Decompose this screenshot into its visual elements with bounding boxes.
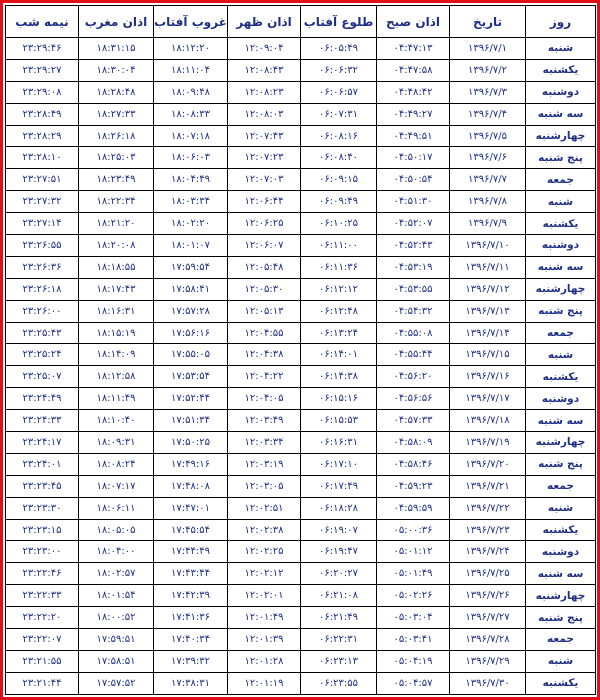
- cell-fajr: ۰۵:۰۳:۰۴: [377, 607, 450, 629]
- header-midnight: نیمه شب: [6, 6, 79, 38]
- cell-maghrib: ۱۸:۱۶:۳۱: [79, 300, 154, 322]
- cell-day: یکشنبه: [526, 366, 596, 388]
- cell-maghrib: ۱۸:۲۶:۱۸: [79, 125, 154, 147]
- cell-fajr: ۰۴:۵۰:۱۷: [377, 147, 450, 169]
- cell-maghrib: ۱۸:۲۵:۰۳: [79, 147, 154, 169]
- cell-midnight: ۲۳:۲۵:۴۳: [6, 322, 79, 344]
- cell-date: ۱۳۹۶/۷/۲۹: [450, 650, 526, 672]
- cell-maghrib: ۱۸:۲۷:۳۳: [79, 103, 154, 125]
- table-row: [6, 563, 596, 585]
- cell-midnight: ۲۳:۲۸:۴۹: [6, 103, 79, 125]
- header-maghrib: اذان مغرب: [79, 6, 154, 38]
- cell-dhuhr: ۱۲:۰۷:۴۳: [228, 125, 301, 147]
- cell-day: شنبه: [526, 344, 596, 366]
- cell-fajr: ۰۴:۵۰:۵۴: [377, 169, 450, 191]
- header-row: [6, 6, 596, 38]
- cell-sunset: ۱۸:۰۲:۲۰: [154, 213, 228, 235]
- cell-midnight: ۲۳:۲۹:۴۶: [6, 38, 79, 60]
- cell-sunset: ۱۸:۱۲:۲۰: [154, 38, 228, 60]
- cell-midnight: ۲۳:۲۳:۱۵: [6, 519, 79, 541]
- cell-sunrise: ۰۶:۱۴:۰۱: [301, 344, 377, 366]
- cell-maghrib: ۱۷:۵۹:۵۱: [79, 629, 154, 651]
- cell-midnight: ۲۳:۲۲:۰۷: [6, 629, 79, 651]
- cell-sunrise: ۰۶:۱۷:۱۰: [301, 453, 377, 475]
- cell-sunset: ۱۷:۴۴:۴۹: [154, 541, 228, 563]
- cell-fajr: ۰۴:۵۶:۲۰: [377, 366, 450, 388]
- cell-day: دوشنبه: [526, 235, 596, 257]
- cell-date: ۱۳۹۶/۷/۲: [450, 59, 526, 81]
- cell-date: ۱۳۹۶/۷/۹: [450, 213, 526, 235]
- cell-sunset: ۱۷:۴۳:۴۴: [154, 563, 228, 585]
- table-row: [6, 432, 596, 454]
- cell-sunset: ۱۸:۰۱:۰۷: [154, 235, 228, 257]
- cell-date: ۱۳۹۶/۷/۲۲: [450, 497, 526, 519]
- cell-midnight: ۲۳:۲۷:۱۴: [6, 213, 79, 235]
- header-sunrise: طلوع آفتاب: [301, 6, 377, 38]
- cell-dhuhr: ۱۲:۰۷:۲۳: [228, 147, 301, 169]
- cell-date: ۱۳۹۶/۷/۱۲: [450, 278, 526, 300]
- cell-day: یکشنبه: [526, 672, 596, 694]
- table-row: [6, 497, 596, 519]
- cell-maghrib: ۱۸:۱۴:۰۹: [79, 344, 154, 366]
- cell-fajr: ۰۵:۰۱:۴۹: [377, 563, 450, 585]
- cell-maghrib: ۱۸:۲۱:۲۰: [79, 213, 154, 235]
- cell-dhuhr: ۱۲:۰۳:۱۹: [228, 453, 301, 475]
- cell-day: سه شنبه: [526, 410, 596, 432]
- cell-sunset: ۱۸:۰۴:۴۹: [154, 169, 228, 191]
- cell-maghrib: ۱۸:۲۸:۴۸: [79, 81, 154, 103]
- cell-sunrise: ۰۶:۲۳:۱۳: [301, 650, 377, 672]
- cell-sunset: ۱۷:۵۷:۲۸: [154, 300, 228, 322]
- cell-date: ۱۳۹۶/۷/۲۱: [450, 475, 526, 497]
- cell-sunrise: ۰۶:۰۷:۳۱: [301, 103, 377, 125]
- cell-dhuhr: ۱۲:۰۱:۱۹: [228, 672, 301, 694]
- cell-sunrise: ۰۶:۱۹:۴۷: [301, 541, 377, 563]
- cell-sunrise: ۰۶:۱۲:۱۲: [301, 278, 377, 300]
- cell-sunrise: ۰۶:۰۶:۵۷: [301, 81, 377, 103]
- table-row: [6, 235, 596, 257]
- cell-sunset: ۱۷:۴۱:۳۶: [154, 607, 228, 629]
- table-row: [6, 475, 596, 497]
- cell-sunrise: ۰۶:۱۷:۴۹: [301, 475, 377, 497]
- cell-fajr: ۰۴:۵۵:۰۸: [377, 322, 450, 344]
- cell-maghrib: ۱۸:۰۴:۰۰: [79, 541, 154, 563]
- table-row: [6, 388, 596, 410]
- cell-day: پنج شنبه: [526, 300, 596, 322]
- cell-sunset: ۱۷:۵۲:۴۴: [154, 388, 228, 410]
- cell-day: یکشنبه: [526, 59, 596, 81]
- cell-fajr: ۰۴:۵۹:۲۳: [377, 475, 450, 497]
- cell-midnight: ۲۳:۲۱:۵۵: [6, 650, 79, 672]
- cell-midnight: ۲۳:۲۸:۱۰: [6, 147, 79, 169]
- cell-sunrise: ۰۶:۲۱:۰۸: [301, 585, 377, 607]
- cell-dhuhr: ۱۲:۰۴:۵۵: [228, 322, 301, 344]
- cell-date: ۱۳۹۶/۷/۲۵: [450, 563, 526, 585]
- table-row: [6, 366, 596, 388]
- table-row: [6, 541, 596, 563]
- cell-midnight: ۲۳:۲۷:۵۱: [6, 169, 79, 191]
- header-fajr: اذان صبح: [377, 6, 450, 38]
- cell-dhuhr: ۱۲:۰۴:۳۸: [228, 344, 301, 366]
- cell-sunset: ۱۸:۰۸:۳۳: [154, 103, 228, 125]
- cell-fajr: ۰۵:۰۲:۲۶: [377, 585, 450, 607]
- cell-sunrise: ۰۶:۱۱:۰۰: [301, 235, 377, 257]
- cell-date: ۱۳۹۶/۷/۴: [450, 103, 526, 125]
- cell-maghrib: ۱۸:۲۳:۴۹: [79, 169, 154, 191]
- cell-midnight: ۲۳:۲۵:۲۴: [6, 344, 79, 366]
- prayer-times-table: [5, 5, 596, 695]
- cell-day: شنبه: [526, 191, 596, 213]
- cell-sunrise: ۰۶:۱۰:۲۵: [301, 213, 377, 235]
- cell-maghrib: ۱۸:۱۷:۴۳: [79, 278, 154, 300]
- cell-date: ۱۳۹۶/۷/۳۰: [450, 672, 526, 694]
- cell-day: پنج شنبه: [526, 607, 596, 629]
- table-row: [6, 650, 596, 672]
- cell-fajr: ۰۴:۵۴:۳۲: [377, 300, 450, 322]
- cell-sunrise: ۰۶:۲۰:۲۷: [301, 563, 377, 585]
- cell-maghrib: ۱۸:۲۰:۰۸: [79, 235, 154, 257]
- cell-day: جمعه: [526, 322, 596, 344]
- cell-fajr: ۰۴:۵۷:۳۳: [377, 410, 450, 432]
- cell-day: جمعه: [526, 169, 596, 191]
- cell-date: ۱۳۹۶/۷/۱۸: [450, 410, 526, 432]
- cell-fajr: ۰۴:۵۸:۴۶: [377, 453, 450, 475]
- cell-dhuhr: ۱۲:۰۵:۳۰: [228, 278, 301, 300]
- cell-dhuhr: ۱۲:۰۶:۴۴: [228, 191, 301, 213]
- cell-date: ۱۳۹۶/۷/۸: [450, 191, 526, 213]
- cell-date: ۱۳۹۶/۷/۱: [450, 38, 526, 60]
- cell-fajr: ۰۴:۴۷:۱۳: [377, 38, 450, 60]
- cell-day: سه شنبه: [526, 563, 596, 585]
- cell-maghrib: ۱۸:۰۶:۱۱: [79, 497, 154, 519]
- table-row: [6, 585, 596, 607]
- cell-sunrise: ۰۶:۰۵:۴۹: [301, 38, 377, 60]
- cell-sunrise: ۰۶:۲۳:۵۵: [301, 672, 377, 694]
- cell-maghrib: ۱۷:۵۷:۵۲: [79, 672, 154, 694]
- cell-sunrise: ۰۶:۰۸:۴۰: [301, 147, 377, 169]
- cell-midnight: ۲۳:۲۶:۱۸: [6, 278, 79, 300]
- table-row: [6, 191, 596, 213]
- cell-fajr: ۰۵:۰۳:۴۱: [377, 629, 450, 651]
- cell-day: شنبه: [526, 650, 596, 672]
- cell-sunrise: ۰۶:۰۸:۱۶: [301, 125, 377, 147]
- cell-sunset: ۱۷:۵۶:۱۶: [154, 322, 228, 344]
- table-row: [6, 169, 596, 191]
- cell-maghrib: ۱۸:۰۰:۵۲: [79, 607, 154, 629]
- table-row: [6, 672, 596, 694]
- cell-day: چهارشنبه: [526, 585, 596, 607]
- cell-sunrise: ۰۶:۰۹:۱۵: [301, 169, 377, 191]
- cell-sunrise: ۰۶:۱۸:۲۸: [301, 497, 377, 519]
- cell-dhuhr: ۱۲:۰۱:۴۹: [228, 607, 301, 629]
- cell-sunrise: ۰۶:۱۱:۳۶: [301, 256, 377, 278]
- header-sunset: غروب آفتاب: [154, 6, 228, 38]
- cell-midnight: ۲۳:۲۳:۴۵: [6, 475, 79, 497]
- cell-dhuhr: ۱۲:۰۲:۰۱: [228, 585, 301, 607]
- cell-sunrise: ۰۶:۱۵:۵۳: [301, 410, 377, 432]
- cell-midnight: ۲۳:۲۳:۳۰: [6, 497, 79, 519]
- table-body: [6, 38, 596, 695]
- cell-maghrib: ۱۸:۱۵:۱۹: [79, 322, 154, 344]
- cell-day: یکشنبه: [526, 213, 596, 235]
- cell-date: ۱۳۹۶/۷/۲۳: [450, 519, 526, 541]
- cell-sunset: ۱۸:۰۶:۰۳: [154, 147, 228, 169]
- cell-maghrib: ۱۸:۱۰:۴۰: [79, 410, 154, 432]
- cell-fajr: ۰۴:۴۹:۵۱: [377, 125, 450, 147]
- cell-dhuhr: ۱۲:۰۳:۰۵: [228, 475, 301, 497]
- cell-sunset: ۱۷:۴۵:۵۴: [154, 519, 228, 541]
- cell-fajr: ۰۴:۵۱:۳۰: [377, 191, 450, 213]
- cell-fajr: ۰۴:۵۲:۰۷: [377, 213, 450, 235]
- cell-date: ۱۳۹۶/۷/۱۰: [450, 235, 526, 257]
- cell-sunset: ۱۷:۴۹:۱۶: [154, 453, 228, 475]
- cell-sunrise: ۰۶:۲۲:۳۱: [301, 629, 377, 651]
- header-day: روز: [526, 6, 596, 38]
- cell-midnight: ۲۳:۲۴:۳۳: [6, 410, 79, 432]
- cell-fajr: ۰۴:۵۳:۱۹: [377, 256, 450, 278]
- cell-sunrise: ۰۶:۲۱:۴۹: [301, 607, 377, 629]
- cell-day: یکشنبه: [526, 519, 596, 541]
- cell-dhuhr: ۱۲:۰۱:۳۹: [228, 629, 301, 651]
- cell-date: ۱۳۹۶/۷/۷: [450, 169, 526, 191]
- table-row: [6, 300, 596, 322]
- cell-midnight: ۲۳:۲۴:۱۷: [6, 432, 79, 454]
- cell-maghrib: ۱۸:۱۱:۴۹: [79, 388, 154, 410]
- cell-maghrib: ۱۸:۰۸:۲۴: [79, 453, 154, 475]
- cell-maghrib: ۱۸:۲۲:۳۴: [79, 191, 154, 213]
- cell-sunset: ۱۷:۴۷:۰۱: [154, 497, 228, 519]
- cell-midnight: ۲۳:۲۸:۲۹: [6, 125, 79, 147]
- cell-sunrise: ۰۶:۱۵:۱۶: [301, 388, 377, 410]
- table-row: [6, 410, 596, 432]
- cell-sunset: ۱۷:۳۸:۳۱: [154, 672, 228, 694]
- cell-dhuhr: ۱۲:۰۳:۴۹: [228, 410, 301, 432]
- cell-fajr: ۰۵:۰۴:۵۷: [377, 672, 450, 694]
- cell-fajr: ۰۴:۵۹:۵۹: [377, 497, 450, 519]
- cell-maghrib: ۱۸:۱۲:۵۸: [79, 366, 154, 388]
- cell-fajr: ۰۵:۰۴:۱۹: [377, 650, 450, 672]
- cell-maghrib: ۱۸:۱۸:۵۵: [79, 256, 154, 278]
- table-row: [6, 213, 596, 235]
- cell-dhuhr: ۱۲:۰۳:۳۴: [228, 432, 301, 454]
- cell-day: دوشنبه: [526, 541, 596, 563]
- cell-fajr: ۰۴:۴۹:۲۷: [377, 103, 450, 125]
- cell-maghrib: ۱۸:۰۵:۰۵: [79, 519, 154, 541]
- cell-sunset: ۱۸:۰۳:۳۴: [154, 191, 228, 213]
- cell-date: ۱۳۹۶/۷/۲۴: [450, 541, 526, 563]
- cell-date: ۱۳۹۶/۷/۱۴: [450, 322, 526, 344]
- table-row: [6, 629, 596, 651]
- cell-dhuhr: ۱۲:۰۲:۲۵: [228, 541, 301, 563]
- cell-sunrise: ۰۶:۰۹:۴۹: [301, 191, 377, 213]
- cell-sunset: ۱۷:۵۸:۴۱: [154, 278, 228, 300]
- cell-midnight: ۲۳:۲۹:۰۸: [6, 81, 79, 103]
- header-dhuhr: اذان ظهر: [228, 6, 301, 38]
- cell-date: ۱۳۹۶/۷/۲۶: [450, 585, 526, 607]
- cell-day: چهارشنبه: [526, 432, 596, 454]
- cell-sunset: ۱۷:۵۰:۲۵: [154, 432, 228, 454]
- cell-day: چهارشنبه: [526, 278, 596, 300]
- cell-dhuhr: ۱۲:۰۱:۲۸: [228, 650, 301, 672]
- cell-day: چهارشنبه: [526, 125, 596, 147]
- cell-date: ۱۳۹۶/۷/۶: [450, 147, 526, 169]
- cell-sunset: ۱۷:۴۰:۳۴: [154, 629, 228, 651]
- table-row: [6, 453, 596, 475]
- cell-dhuhr: ۱۲:۰۶:۰۷: [228, 235, 301, 257]
- cell-sunset: ۱۷:۵۱:۳۴: [154, 410, 228, 432]
- cell-sunset: ۱۷:۵۹:۵۴: [154, 256, 228, 278]
- table-row: [6, 607, 596, 629]
- cell-sunrise: ۰۶:۱۲:۴۸: [301, 300, 377, 322]
- cell-dhuhr: ۱۲:۰۵:۱۳: [228, 300, 301, 322]
- cell-day: دوشنبه: [526, 388, 596, 410]
- cell-midnight: ۲۳:۲۲:۴۶: [6, 563, 79, 585]
- cell-date: ۱۳۹۶/۷/۱۳: [450, 300, 526, 322]
- cell-midnight: ۲۳:۲۴:۰۱: [6, 453, 79, 475]
- cell-midnight: ۲۳:۲۶:۳۶: [6, 256, 79, 278]
- cell-sunset: ۱۷:۵۵:۰۵: [154, 344, 228, 366]
- cell-day: دوشنبه: [526, 81, 596, 103]
- cell-sunset: ۱۸:۰۹:۴۸: [154, 81, 228, 103]
- cell-midnight: ۲۳:۲۱:۴۴: [6, 672, 79, 694]
- cell-date: ۱۳۹۶/۷/۱۹: [450, 432, 526, 454]
- cell-fajr: ۰۴:۵۳:۵۵: [377, 278, 450, 300]
- cell-midnight: ۲۳:۲۲:۳۳: [6, 585, 79, 607]
- cell-sunrise: ۰۶:۱۳:۲۴: [301, 322, 377, 344]
- cell-dhuhr: ۱۲:۰۲:۱۲: [228, 563, 301, 585]
- cell-sunrise: ۰۶:۱۹:۰۷: [301, 519, 377, 541]
- cell-date: ۱۳۹۶/۷/۱۶: [450, 366, 526, 388]
- cell-dhuhr: ۱۲:۰۹:۰۴: [228, 38, 301, 60]
- cell-sunrise: ۰۶:۱۶:۳۱: [301, 432, 377, 454]
- cell-midnight: ۲۳:۲۷:۳۲: [6, 191, 79, 213]
- cell-dhuhr: ۱۲:۰۷:۰۳: [228, 169, 301, 191]
- cell-sunrise: ۰۶:۰۶:۳۲: [301, 59, 377, 81]
- cell-dhuhr: ۱۲:۰۶:۲۵: [228, 213, 301, 235]
- cell-fajr: ۰۴:۵۵:۴۴: [377, 344, 450, 366]
- cell-dhuhr: ۱۲:۰۵:۴۸: [228, 256, 301, 278]
- cell-midnight: ۲۳:۲۵:۰۷: [6, 366, 79, 388]
- cell-date: ۱۳۹۶/۷/۲۷: [450, 607, 526, 629]
- cell-day: جمعه: [526, 475, 596, 497]
- table-row: [6, 256, 596, 278]
- cell-dhuhr: ۱۲:۰۸:۴۳: [228, 59, 301, 81]
- cell-sunset: ۱۷:۴۸:۰۸: [154, 475, 228, 497]
- cell-fajr: ۰۴:۵۸:۰۹: [377, 432, 450, 454]
- cell-fajr: ۰۴:۵۲:۴۳: [377, 235, 450, 257]
- cell-date: ۱۳۹۶/۷/۱۷: [450, 388, 526, 410]
- cell-midnight: ۲۳:۲۹:۲۷: [6, 59, 79, 81]
- cell-sunset: ۱۷:۵۳:۵۴: [154, 366, 228, 388]
- cell-maghrib: ۱۷:۵۸:۵۱: [79, 650, 154, 672]
- table-row: [6, 38, 596, 60]
- cell-sunset: ۱۸:۰۷:۱۸: [154, 125, 228, 147]
- cell-date: ۱۳۹۶/۷/۳: [450, 81, 526, 103]
- cell-midnight: ۲۳:۲۶:۵۵: [6, 235, 79, 257]
- cell-dhuhr: ۱۲:۰۴:۲۲: [228, 366, 301, 388]
- cell-dhuhr: ۱۲:۰۸:۰۳: [228, 103, 301, 125]
- cell-fajr: ۰۵:۰۱:۱۲: [377, 541, 450, 563]
- cell-day: شنبه: [526, 497, 596, 519]
- table-row: [6, 519, 596, 541]
- cell-maghrib: ۱۸:۰۹:۳۱: [79, 432, 154, 454]
- cell-dhuhr: ۱۲:۰۲:۳۸: [228, 519, 301, 541]
- table-row: [6, 59, 596, 81]
- cell-sunset: ۱۸:۱۱:۰۴: [154, 59, 228, 81]
- cell-maghrib: ۱۸:۳۱:۱۵: [79, 38, 154, 60]
- cell-sunrise: ۰۶:۱۴:۳۸: [301, 366, 377, 388]
- cell-maghrib: ۱۸:۰۷:۱۷: [79, 475, 154, 497]
- cell-date: ۱۳۹۶/۷/۱۵: [450, 344, 526, 366]
- cell-day: پنج شنبه: [526, 453, 596, 475]
- cell-day: سه شنبه: [526, 256, 596, 278]
- cell-day: پنج شنبه: [526, 147, 596, 169]
- table-row: [6, 278, 596, 300]
- cell-midnight: ۲۳:۲۲:۲۰: [6, 607, 79, 629]
- cell-day: جمعه: [526, 629, 596, 651]
- table-row: [6, 125, 596, 147]
- cell-maghrib: ۱۸:۰۱:۵۴: [79, 585, 154, 607]
- cell-day: شنبه: [526, 38, 596, 60]
- cell-sunset: ۱۷:۳۹:۳۲: [154, 650, 228, 672]
- table-row: [6, 322, 596, 344]
- cell-fajr: ۰۴:۴۸:۴۲: [377, 81, 450, 103]
- cell-date: ۱۳۹۶/۷/۱۱: [450, 256, 526, 278]
- cell-date: ۱۳۹۶/۷/۲۰: [450, 453, 526, 475]
- table-row: [6, 103, 596, 125]
- table-row: [6, 344, 596, 366]
- cell-date: ۱۳۹۶/۷/۵: [450, 125, 526, 147]
- cell-day: سه شنبه: [526, 103, 596, 125]
- header-date: تاریخ: [450, 6, 526, 38]
- cell-date: ۱۳۹۶/۷/۲۸: [450, 629, 526, 651]
- cell-dhuhr: ۱۲:۰۴:۰۵: [228, 388, 301, 410]
- cell-maghrib: ۱۸:۰۲:۵۷: [79, 563, 154, 585]
- cell-fajr: ۰۴:۴۷:۵۸: [377, 59, 450, 81]
- cell-midnight: ۲۳:۲۶:۰۰: [6, 300, 79, 322]
- table-row: [6, 81, 596, 103]
- cell-maghrib: ۱۸:۳۰:۰۴: [79, 59, 154, 81]
- cell-midnight: ۲۳:۲۳:۰۰: [6, 541, 79, 563]
- table-row: [6, 147, 596, 169]
- cell-sunset: ۱۷:۴۲:۳۹: [154, 585, 228, 607]
- cell-dhuhr: ۱۲:۰۸:۲۳: [228, 81, 301, 103]
- cell-fajr: ۰۵:۰۰:۳۶: [377, 519, 450, 541]
- cell-fajr: ۰۴:۵۶:۵۶: [377, 388, 450, 410]
- cell-dhuhr: ۱۲:۰۲:۵۱: [228, 497, 301, 519]
- cell-midnight: ۲۳:۲۴:۴۹: [6, 388, 79, 410]
